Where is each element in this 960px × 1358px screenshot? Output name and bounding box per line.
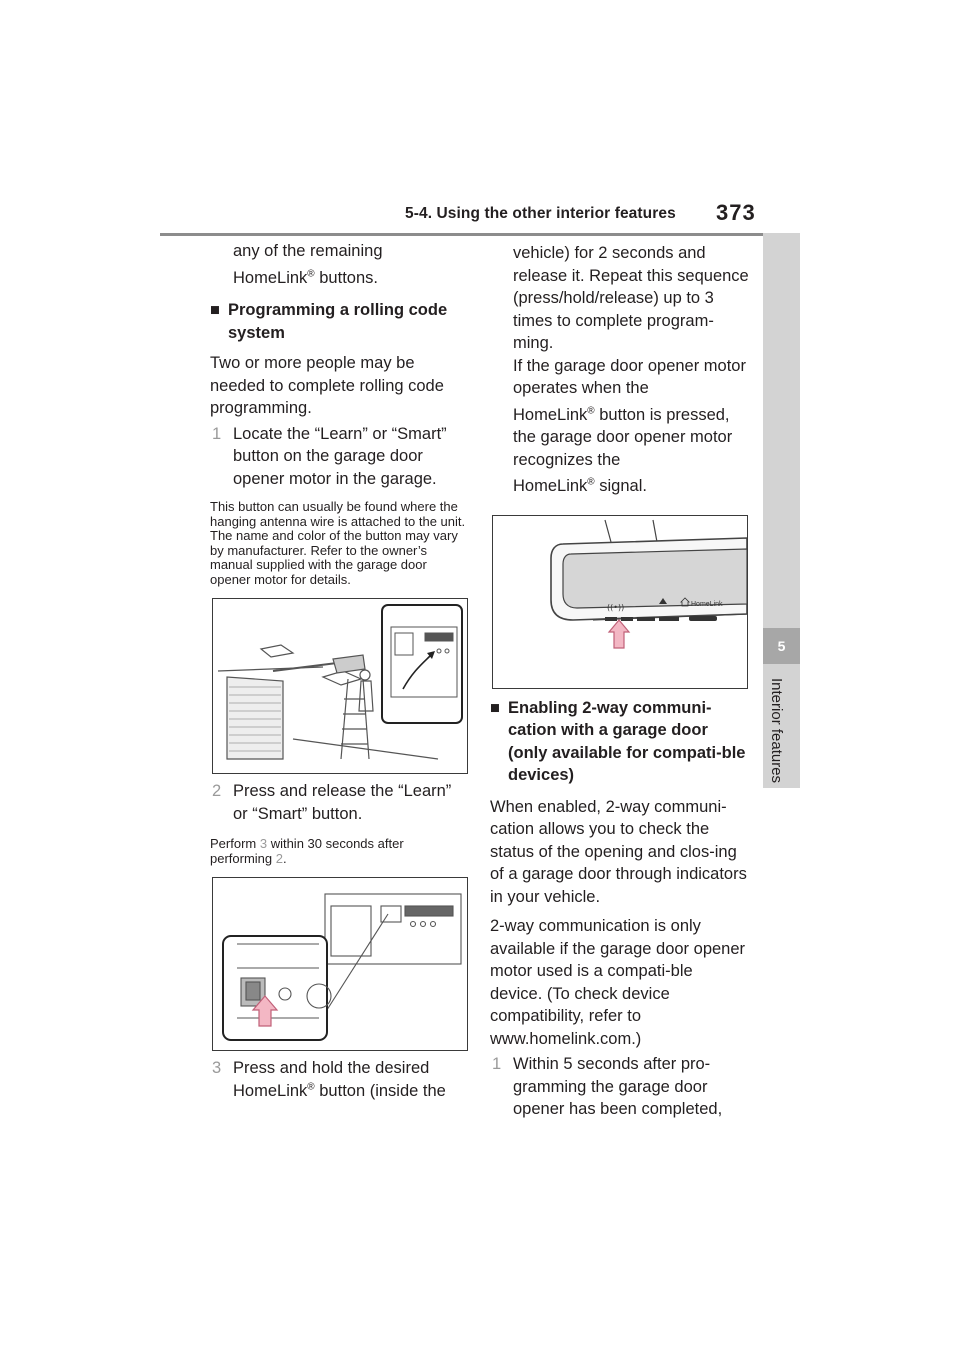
step-3-text-c: button (inside the bbox=[314, 1081, 446, 1100]
learn-button-figure bbox=[212, 877, 468, 1051]
step-1 bbox=[210, 423, 468, 491]
mirror-figure bbox=[492, 515, 748, 689]
intro-line-2 bbox=[210, 267, 468, 290]
step-2-text: Press and release the “Learn” or “Smart” button. bbox=[233, 782, 452, 823]
intro-line-1: any of the remaining bbox=[233, 242, 383, 260]
registered-mark: ® bbox=[307, 1081, 315, 1092]
homelink-text: HomeLink bbox=[513, 477, 588, 495]
rolling-code-heading bbox=[210, 299, 468, 344]
continuation-text-5 bbox=[513, 475, 749, 498]
note-2-text-c: . bbox=[282, 850, 287, 866]
two-way-paragraph-1: When enabled, 2-way communi-cation allows you to check the status of the opening and clos-ing of a garage door through indicators in your vehicle. bbox=[490, 797, 747, 906]
right-column bbox=[490, 238, 748, 1121]
homelink-text: HomeLink bbox=[233, 268, 308, 287]
step-2-number: 2 bbox=[212, 782, 222, 800]
chapter-label: Interior features bbox=[768, 678, 785, 784]
heading-square-icon: ■ bbox=[210, 301, 220, 319]
chapter-number: 5 bbox=[763, 628, 800, 664]
two-way-heading bbox=[490, 697, 748, 787]
note-2-step-ref-3: 3 bbox=[259, 836, 268, 851]
intro-line-2-tail: buttons. bbox=[314, 268, 378, 287]
registered-mark: ® bbox=[307, 268, 315, 279]
section-title: 5-4. Using the other interior features bbox=[405, 205, 676, 222]
note-2-step-ref-2: 2 bbox=[275, 850, 283, 866]
heading-text: Enabling 2-way communi-cation with a garage door (only available for compati-ble devices) bbox=[508, 698, 746, 784]
step-3-number: 3 bbox=[212, 1059, 222, 1077]
continuation-text-6: signal. bbox=[594, 477, 647, 495]
note-2-text-a: Perform bbox=[210, 836, 260, 851]
step-3-text-a: Press and hold the desired bbox=[233, 1059, 430, 1077]
two-way-step-1 bbox=[490, 1053, 748, 1121]
two-way-step-1-text: Within 5 seconds after pro-gramming the garage door opener has been completed, bbox=[513, 1055, 723, 1118]
homelink-text: HomeLink bbox=[513, 405, 588, 424]
learn-button-illustration bbox=[213, 878, 467, 1050]
left-column bbox=[210, 238, 468, 1102]
press-arrow-icon bbox=[609, 620, 629, 648]
rolling-code-paragraph: Two or more people may be needed to complete rolling code programming. bbox=[210, 354, 444, 417]
mirror-illustration bbox=[493, 516, 747, 688]
step-1-text: Locate the “Learn” or “Smart” button on the garage door opener motor in the garage. bbox=[233, 424, 447, 488]
heading-square-icon: ■ bbox=[490, 698, 500, 717]
registered-mark: ® bbox=[587, 405, 595, 416]
step-3-continuation bbox=[490, 242, 749, 498]
continuation-text: vehicle) for 2 seconds and release it. Repeat this sequence (press/hold/release) up to 3 times to complete program-ming. bbox=[513, 244, 749, 352]
step-3 bbox=[210, 1057, 468, 1102]
chapter-side-tab[interactable] bbox=[763, 233, 800, 788]
homelink-brand-label: HomeLink bbox=[691, 600, 723, 608]
registered-mark: ® bbox=[587, 476, 595, 488]
two-way-step-1-number: 1 bbox=[492, 1055, 502, 1073]
continuation-text-4: button is pressed, the garage door opener motor recognizes the bbox=[513, 405, 733, 469]
note-2-text-b: within 30 seconds after performing bbox=[210, 836, 404, 866]
step-1-number: 1 bbox=[212, 424, 222, 443]
note-1: This button can usually be found where the hanging antenna wire is attached to the unit. The name and color of the button may vary by manufacturer. Refer to the owner’s manual supplied with the garage door opener motor for details. bbox=[210, 499, 466, 587]
step-3-homelink: HomeLink bbox=[233, 1081, 308, 1100]
two-way-paragraph-2: 2-way communication is only available if the garage door opener motor used is a compati-ble device. (To check device compatibility, refer to www.homelink.com.) bbox=[490, 917, 746, 1048]
continuation-text-3 bbox=[513, 404, 749, 472]
note-2 bbox=[210, 837, 468, 866]
garage-illustration bbox=[213, 599, 467, 773]
step-2 bbox=[210, 780, 468, 825]
garage-opener-figure bbox=[212, 598, 468, 774]
signal-icon: ((•)) bbox=[607, 602, 625, 612]
page-number: 373 bbox=[716, 200, 756, 225]
header-rule bbox=[160, 233, 800, 236]
continuation-text-2: If the garage door opener motor operates when the bbox=[513, 356, 746, 397]
heading-text: Programming a rolling code system bbox=[228, 301, 448, 342]
